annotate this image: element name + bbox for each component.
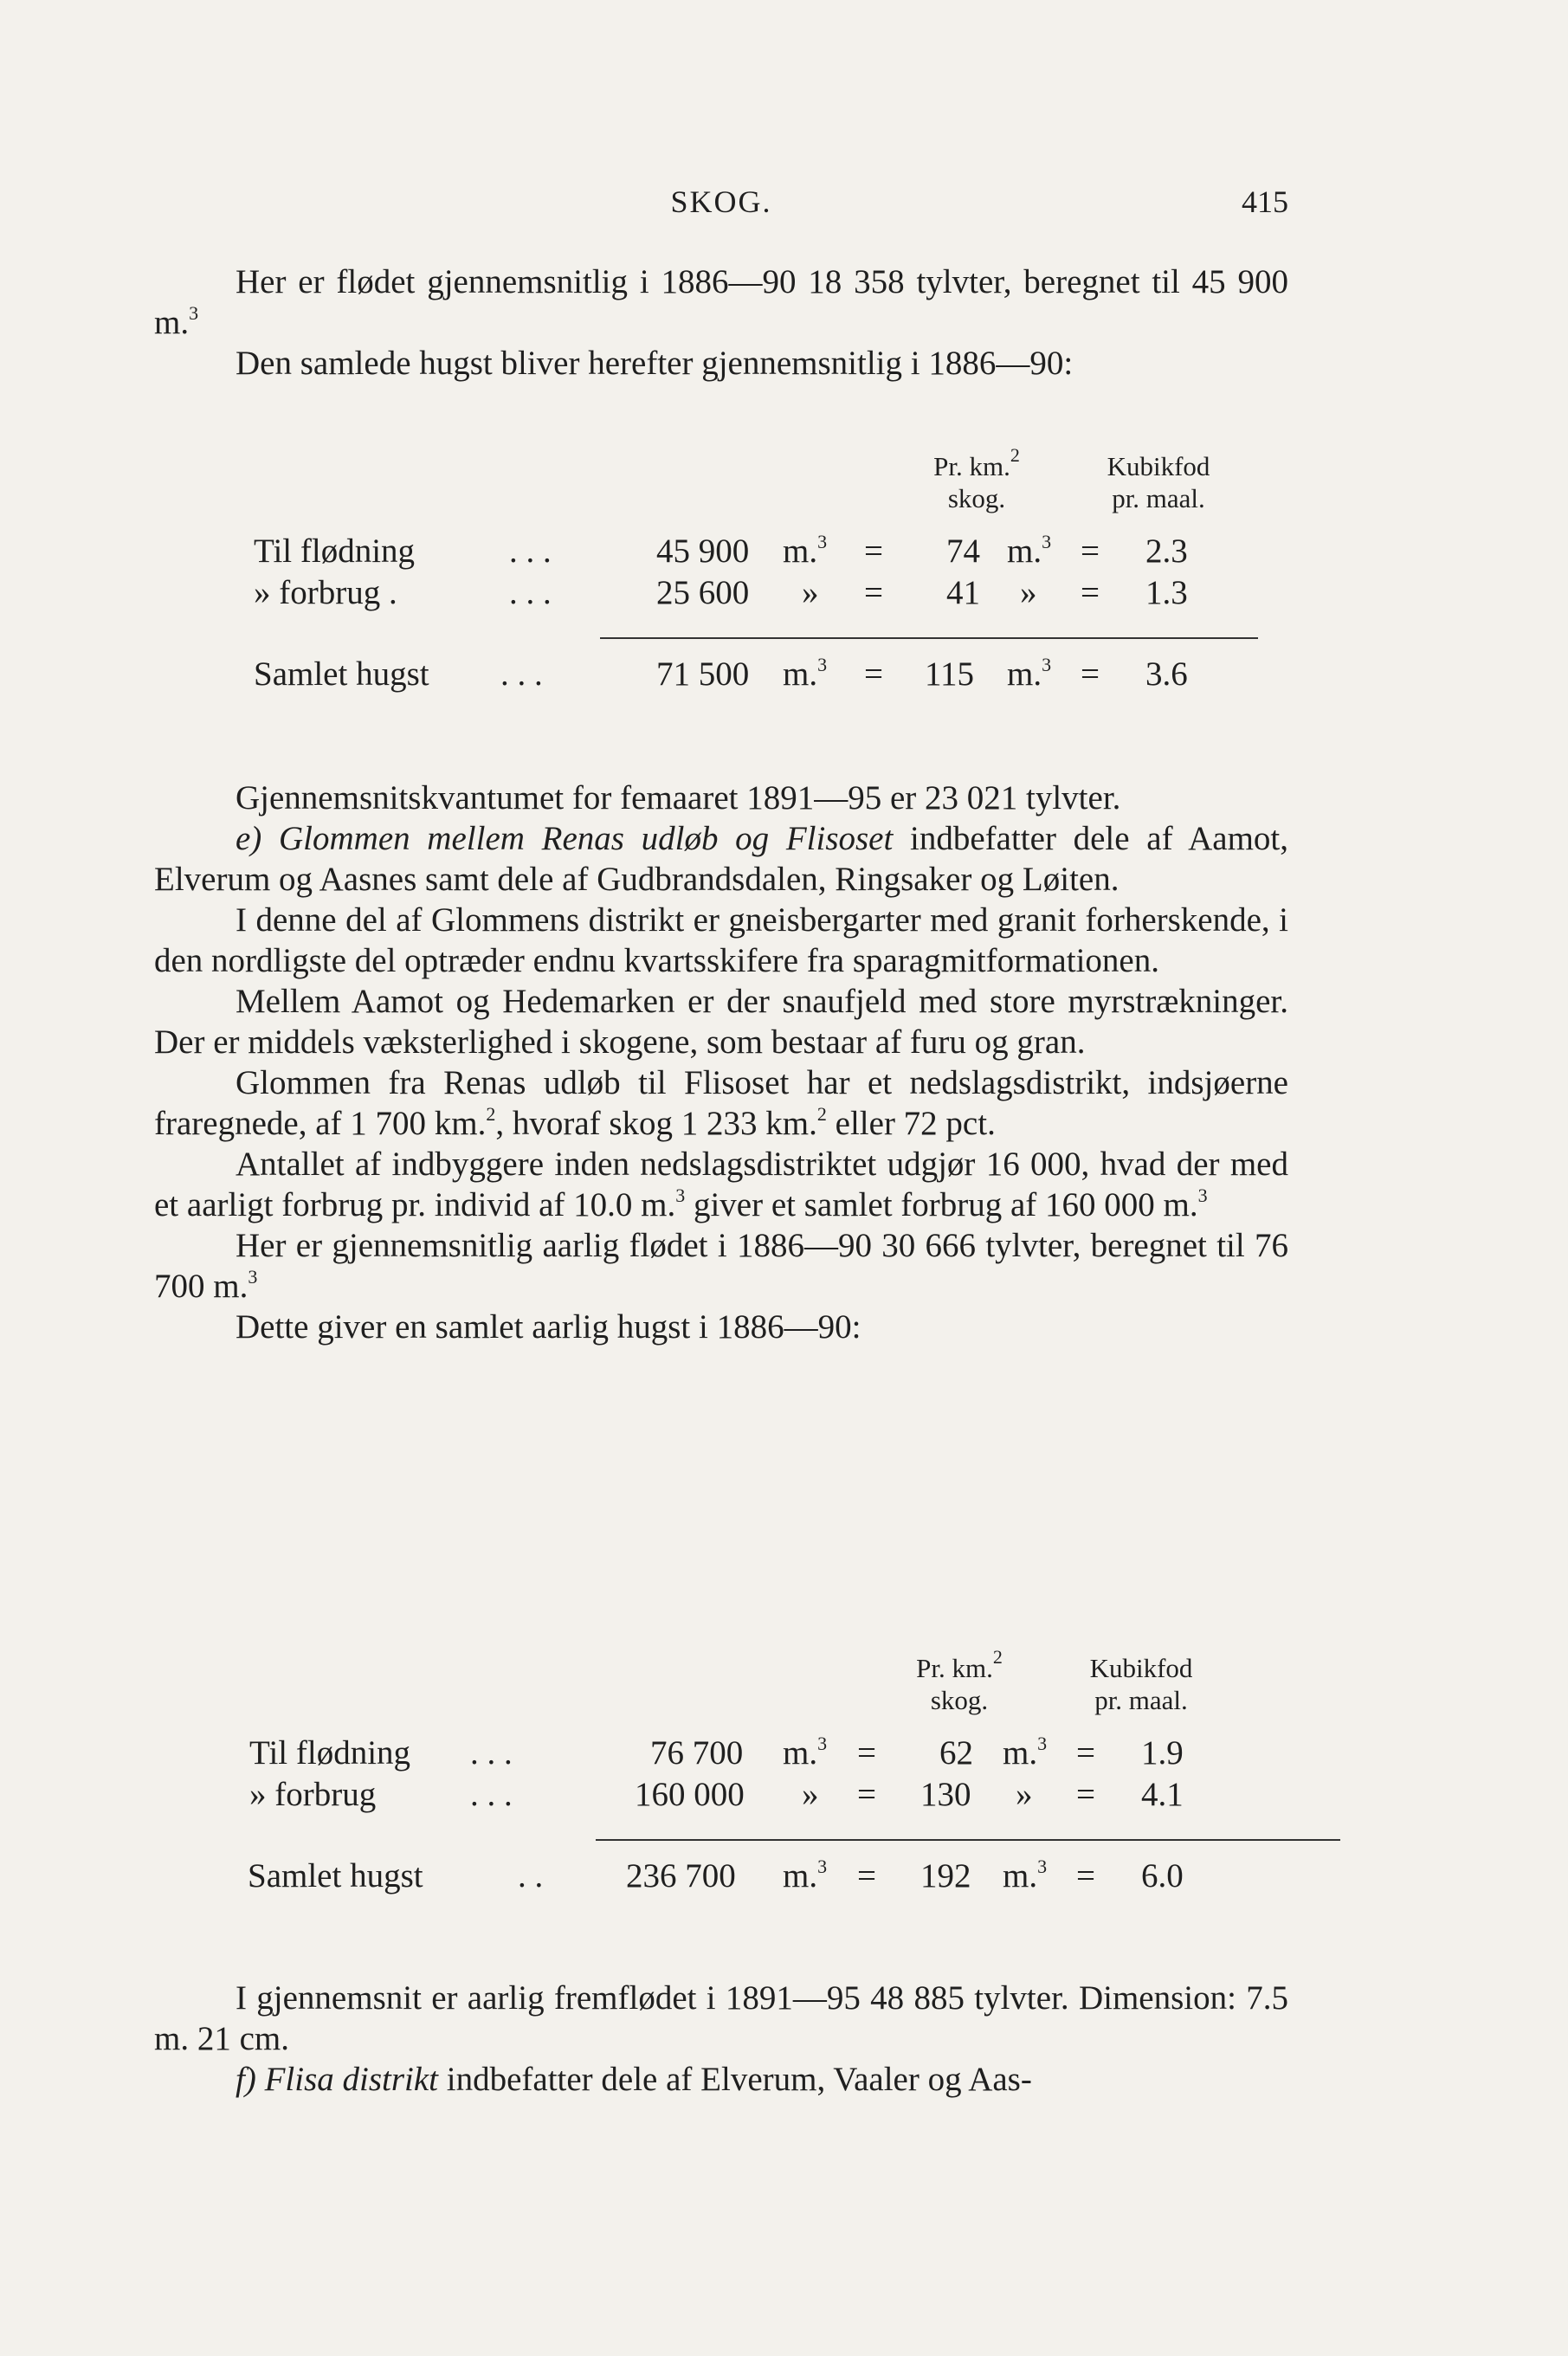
unit [1020,573,1037,612]
per-maal-value: 6.0 [1141,1857,1184,1894]
unit-text: m. [1007,533,1042,570]
volume-value: 25 600 [656,574,750,611]
unit [802,573,819,612]
superscript: 3 [817,531,828,552]
paragraph [154,1307,1288,1347]
equals-sign: = [857,1776,876,1813]
equals-sign: = [1081,533,1100,570]
text-section-3 [154,1978,1288,2100]
row-label: Samlet hugst [248,1857,423,1894]
superscript: 3 [248,1266,258,1288]
unit-text: m. [783,655,818,693]
dot-leader: . . . [509,533,552,570]
paragraph-text: eller 72 pct. [826,1105,996,1142]
column-header-kubikfod [1063,450,1254,514]
hugst-table-2 [154,1646,1288,1903]
text-section-2 [154,778,1288,1347]
per-km2-value: 41 [946,574,980,611]
unit [783,532,827,571]
superscript: 3 [1197,1184,1208,1206]
unit [1003,1856,1047,1895]
per-km2-value: 192 [920,1857,971,1894]
unit-text: » [802,1776,819,1813]
dot-leader: . . . [509,574,552,611]
per-maal-value: 4.1 [1141,1776,1184,1813]
paragraph [154,261,1288,343]
sum-rule [600,637,1258,639]
equals-sign: = [864,655,883,693]
unit [1007,655,1051,694]
equals-sign: = [857,1857,876,1894]
paragraph [154,900,1288,981]
column-header-text: skog. [930,1685,989,1715]
paragraph [154,1225,1288,1307]
equals-sign: = [1081,655,1100,693]
paragraph-text: Her er flødet gjennemsnitlig i 1886—90 18 358 tylvter, beregnet til 45 900 m. [154,263,1288,341]
column-header-kubikfod [1046,1652,1236,1716]
superscript: 3 [817,1856,828,1877]
per-km2-value: 115 [925,655,975,693]
superscript: 2 [816,1103,827,1125]
unit-text: » [802,574,819,611]
row-label: Til flødning [254,533,416,570]
unit-text: m. [783,1734,818,1772]
paragraph-text: , hvoraf skog 1 233 km. [495,1105,817,1142]
paragraph-text: Mellem Aamot og Hedemarken er der snaufjeld med store myrstrækninger. Der er middels væksterlighed i skogene, som bestaar af furu og gran. [154,983,1288,1061]
unit-text: m. [1003,1857,1038,1894]
paragraph-text: Den samlede hugst bliver herefter gjennemsnitlig i 1886—90: [236,345,1074,382]
superscript: 2 [992,1646,1003,1668]
sum-rule [596,1839,1340,1841]
text-section-1 [154,261,1288,384]
paragraph [154,778,1288,818]
unit [1003,1733,1047,1772]
volume-value: 71 500 [656,655,750,693]
superscript: 2 [1010,444,1020,466]
unit-text: » [1020,574,1037,611]
paragraph-text: Glommen fra Renas udløb til Flisoset har et nedslagsdistrikt, indsjøerne fraregnede, af 1 700 km. [154,1064,1288,1142]
unit [783,1733,827,1772]
running-head: SKOG. [670,184,772,219]
hugst-table-1 [154,444,1288,701]
unit [1007,532,1051,571]
equals-sign: = [1081,574,1100,611]
paragraph-text: Her er gjennemsnitlig aarlig flødet i 1886—90 30 666 tylvter, beregnet til 76 700 m. [154,1227,1288,1305]
paragraph [154,2059,1288,2100]
superscript: 3 [1037,1856,1048,1877]
volume-value: 76 700 [650,1734,744,1772]
column-header-per-km2 [881,444,1072,514]
per-km2-value: 62 [939,1734,973,1772]
superscript: 2 [486,1103,496,1125]
paragraph-text: Gjennemsnitskvantumet for femaaret 1891—95 er 23 021 tylvter. [236,779,1121,817]
paragraph-text: Antallet af indbyggere inden nedslagsdistriktet udgjør 16 000, hvad der med et aarligt forbrug pr. individ af 10.0 m. [154,1146,1288,1223]
unit [1016,1775,1033,1814]
superscript: 3 [1037,1733,1048,1754]
unit-text: m. [783,533,818,570]
paragraph-text: indbefatter dele af Elverum, Vaaler og Aas- [438,2061,1032,2098]
column-header-text: pr. maal. [1094,1685,1188,1715]
equals-sign: = [1076,1857,1095,1894]
row-label: Til flødning [249,1734,411,1772]
section-heading: e) Glommen mellem Renas udløb og Flisoset [236,820,894,857]
superscript: 3 [1042,654,1052,675]
paragraph [154,818,1288,900]
equals-sign: = [857,1734,876,1772]
unit-text: » [1016,1776,1033,1813]
per-km2-value: 74 [946,533,980,570]
column-header-text: Kubikfod [1089,1653,1193,1683]
row-label: » forbrug . [254,574,397,611]
section-heading: f) Flisa distrikt [236,2061,438,2098]
dot-leader: . . . [500,655,543,693]
equals-sign: = [864,533,883,570]
dot-leader: . . . [470,1776,513,1813]
volume-value: 160 000 [635,1776,745,1813]
page-number: 415 [1242,184,1288,219]
equals-sign: = [1076,1776,1095,1813]
per-maal-value: 2.3 [1145,533,1188,570]
per-km2-value: 130 [920,1776,971,1813]
superscript: 3 [189,302,199,324]
paragraph [154,343,1288,384]
unit [783,1856,827,1895]
unit [783,655,827,694]
per-maal-value: 1.9 [1141,1734,1184,1772]
superscript: 3 [1042,531,1052,552]
unit-text: m. [1003,1734,1038,1772]
volume-value: 236 700 [626,1857,736,1894]
equals-sign: = [1076,1734,1095,1772]
paragraph-text: indbefatter dele af Aamot, Elverum og Aasnes samt dele af Gudbrandsdalen, Ringsaker og Løiten. [154,820,1288,898]
row-label: » forbrug [249,1776,377,1813]
per-maal-value: 3.6 [1145,655,1188,693]
volume-value: 45 900 [656,533,750,570]
dot-leader: . . [518,1857,544,1894]
superscript: 3 [817,654,828,675]
paragraph [154,1978,1288,2059]
column-header-text: skog. [947,483,1006,513]
equals-sign: = [864,574,883,611]
page-header [154,184,1288,227]
column-header-text: pr. maal. [1112,483,1205,513]
per-maal-value: 1.3 [1145,574,1188,611]
paragraph-text: Dette giver en samlet aarlig hugst i 1886—90: [236,1308,861,1346]
column-header-text: Pr. km. [933,451,1010,481]
paragraph-text: giver et samlet forbrug af 160 000 m. [685,1186,1198,1223]
unit [802,1775,819,1814]
unit-text: m. [783,1857,818,1894]
unit-text: m. [1007,655,1042,693]
superscript: 3 [675,1184,686,1206]
superscript: 3 [817,1733,828,1754]
paragraph [154,1144,1288,1225]
dot-leader: . . . [470,1734,513,1772]
column-header-text: Pr. km. [916,1653,993,1683]
paragraph-text: I gjennemsnit er aarlig fremflødet i 1891—95 48 885 tylvter. Dimension: 7.5 m. 21 cm. [154,1979,1288,2057]
paragraph [154,981,1288,1062]
row-label: Samlet hugst [254,655,429,693]
column-header-per-km2 [864,1646,1055,1716]
paragraph [154,1062,1288,1144]
column-header-text: Kubikfod [1107,451,1210,481]
paragraph-text: I denne del af Glommens distrikt er gneisbergarter med granit forherskende, i den nordligste del optræder endnu kvartsskifere fra sparagmitformationen. [154,901,1288,979]
